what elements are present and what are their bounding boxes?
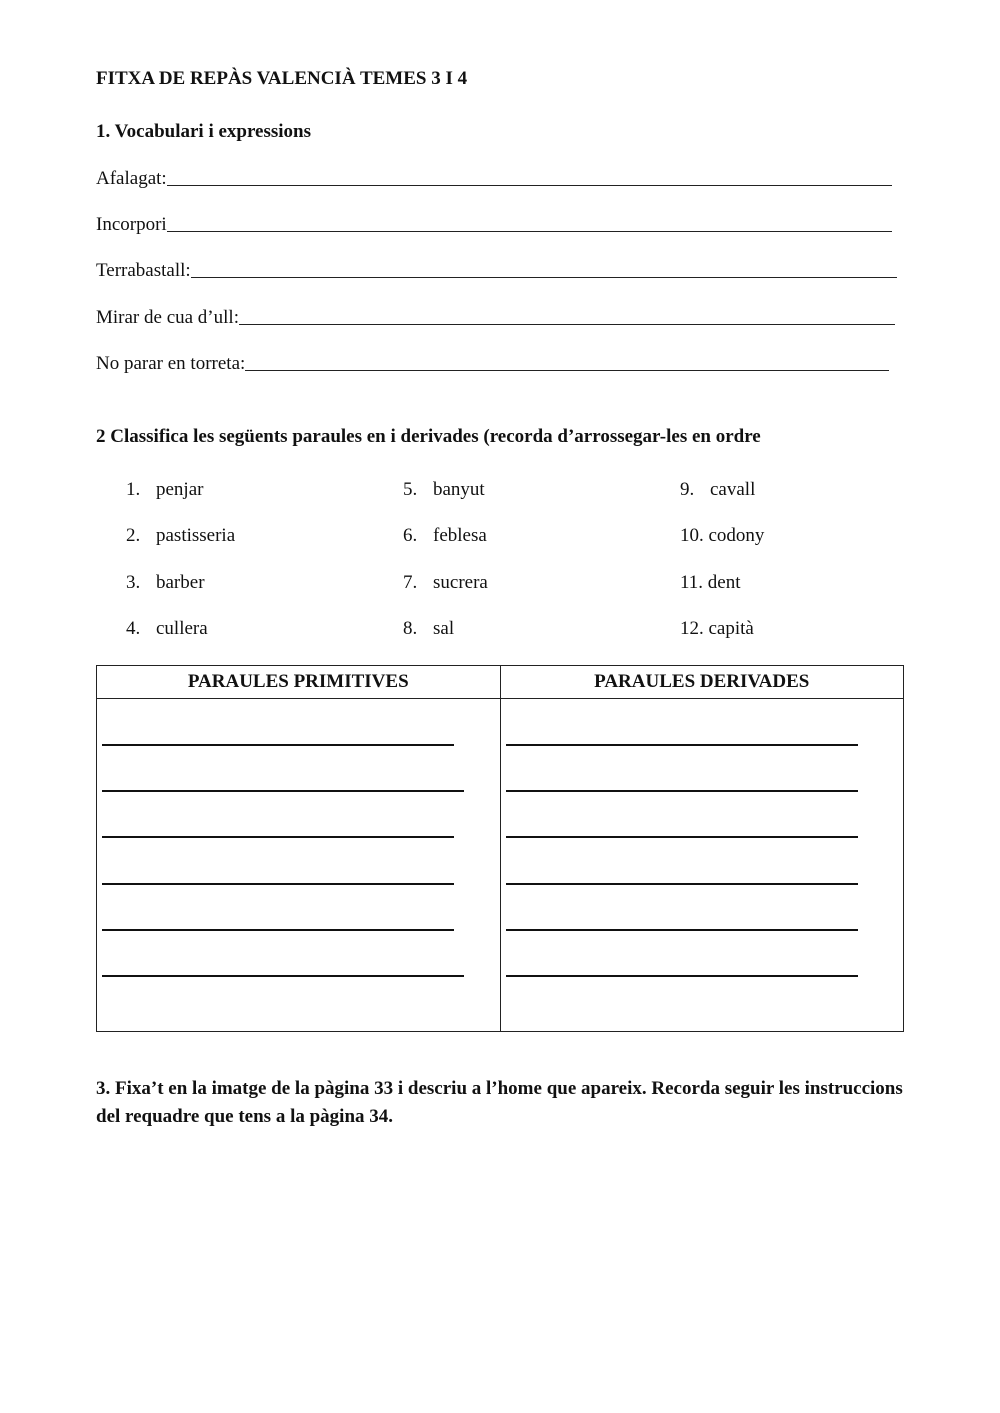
answer-line[interactable] [506,790,858,792]
answer-line[interactable] [506,836,858,838]
word-item[interactable]: 5. banyut [403,479,485,500]
vocab-label: Afalagat: [96,168,167,189]
answer-line[interactable] [506,929,858,931]
answer-line[interactable] [102,790,464,792]
answer-line[interactable] [102,744,454,746]
word-item[interactable]: 12. capità [680,618,754,639]
vocab-item-terrabastall [96,260,897,282]
vocab-item-mirar-de-cua-dull [96,307,895,329]
answer-line[interactable] [102,883,454,885]
answer-line[interactable] [506,883,858,885]
word-item[interactable]: 11. dent [680,572,741,593]
word-item[interactable]: 7. sucrera [403,572,488,593]
vocab-label: Incorpori [96,214,167,235]
answer-line[interactable] [506,744,858,746]
answer-blank[interactable] [245,369,889,371]
vocab-item-incorpori [96,214,892,236]
section2-heading: 2 Classifica les següents paraules en i derivades (recorda d’arrossegar-les en ordre [96,426,761,447]
vocab-label: Terrabastall: [96,260,191,281]
primitive-words-dropzone[interactable] [97,699,501,1032]
answer-blank[interactable] [167,230,892,232]
word-item[interactable]: 4. cullera [126,618,208,639]
answer-blank[interactable] [191,276,897,278]
answer-line[interactable] [506,975,858,977]
primitive-words-header: PARAULES PRIMITIVES [97,666,501,699]
word-item[interactable]: 3. barber [126,572,205,593]
answer-line[interactable] [102,929,454,931]
section3-instructions: 3. Fixa’t en la imatge de la pàgina 33 i descriu a l’home que apareix. Recorda seguir les instruccions del requadre que tens a la pàgina 34. [96,1078,903,1127]
classification-table [96,665,904,1032]
answer-blank[interactable] [167,184,892,186]
word-item[interactable]: 10. codony [680,525,765,546]
word-item[interactable]: 2. pastisseria [126,525,236,546]
derived-words-dropzone[interactable] [500,699,904,1032]
answer-line[interactable] [102,975,464,977]
vocab-label: No parar en torreta: [96,353,246,374]
worksheet-title: FITXA DE REPÀS VALENCIÀ TEMES 3 I 4 [96,68,468,89]
vocab-item-no-parar-en-torreta [96,353,889,375]
derived-words-header: PARAULES DERIVADES [500,666,904,699]
word-item[interactable]: 8. sal [403,618,455,639]
vocab-label: Mirar de cua d’ull: [96,307,239,328]
answer-line[interactable] [102,836,454,838]
word-item[interactable]: 9. cavall [680,479,756,500]
section1-heading: 1. Vocabulari i expressions [96,121,312,142]
word-item[interactable]: 6. feblesa [403,525,487,546]
vocab-item-afalagat [96,168,892,190]
answer-blank[interactable] [239,323,895,325]
word-item[interactable]: 1. penjar [126,479,204,500]
